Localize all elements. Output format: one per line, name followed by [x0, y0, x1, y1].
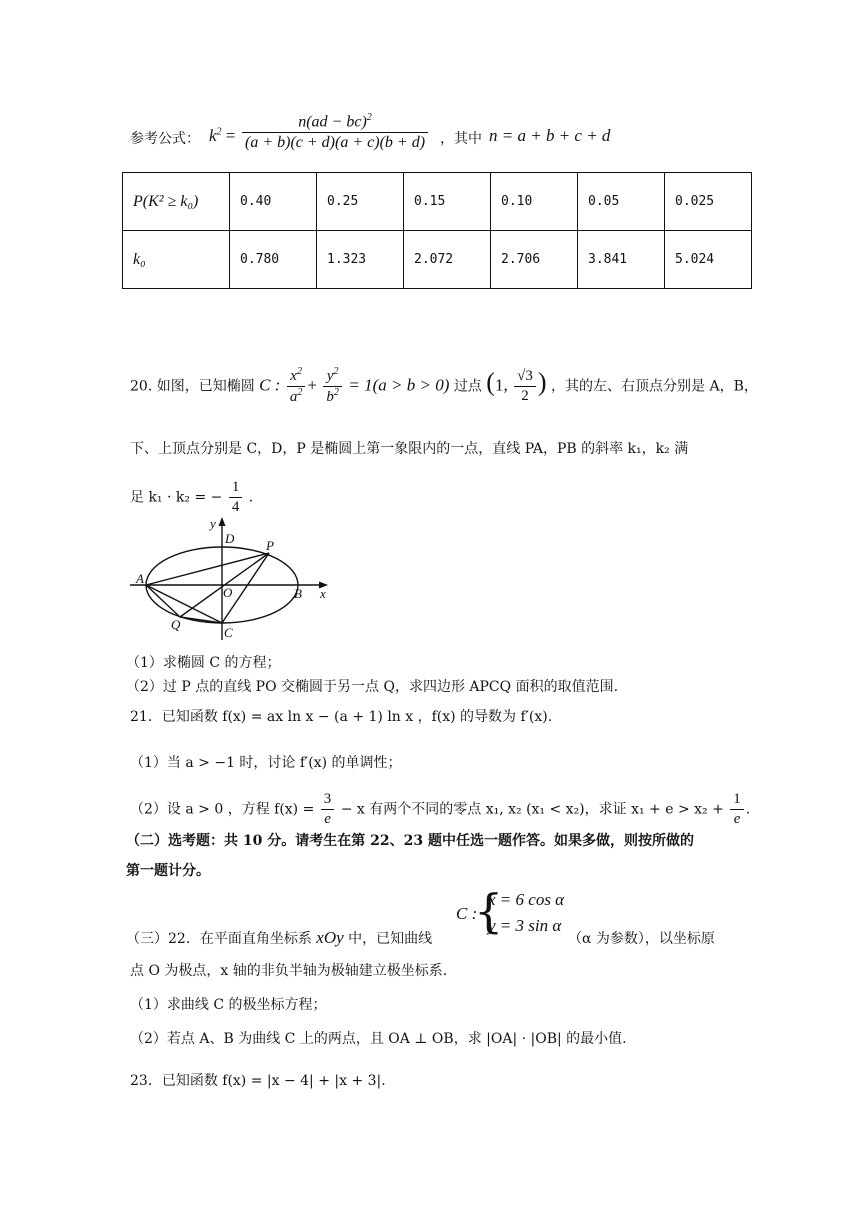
section2-line2: 第一题计分。 [126, 863, 210, 879]
q22-line1: （三）22．在平面直角坐标系 xOy 中，已知曲线 [126, 928, 433, 947]
table-cell: 3.841 [578, 231, 665, 289]
q21-sub1: （1）当 a > −1 时，讨论 f′(x) 的单调性； [130, 755, 402, 771]
formula-fraction: $\frac{n(ad - bc)^2}{(a + b)(c + d)(a + c)(b + d)}$ [240, 112, 430, 153]
segment-aq [146, 585, 180, 617]
label-a: A [136, 571, 144, 586]
label-o: O [223, 585, 233, 600]
table-cell: 2.706 [491, 231, 578, 289]
table-cell: 0.780 [230, 231, 317, 289]
formula-label: 参考公式： [130, 131, 200, 147]
q20-line2: 下、上顶点分别是 C，D，P 是椭圆上第一象限内的一点，直线 PA，PB 的斜率 k₁，k₂ 满 [130, 441, 689, 457]
q22-param: （α 为参数），以坐标原 [568, 931, 715, 947]
label-c: C [224, 625, 233, 640]
q21-stem: 21．已知函数 f(x) = ax ln x − (a + 1) ln x ，f(x) 的导数为 f′(x). [130, 709, 553, 725]
label-d: D [225, 531, 235, 546]
q22-sub1: （1）求曲线 C 的极坐标方程； [130, 997, 327, 1013]
q20-sub1: （1）求椭圆 C 的方程； [126, 655, 281, 671]
formula-lhs: $k^2$ = [209, 126, 236, 145]
table-cell: 5.024 [665, 231, 752, 289]
q21-sub2: （2）设 a > 0 ，方程 f(x) = $\frac{3}{e}$ − x 有两个不同的零点 x₁, x₂ (x₁ < x₂)，求证 x₁ + e > x₂ + $\frac{1}{e}$ . [130, 791, 751, 827]
table-cell: 0.025 [665, 173, 752, 231]
q22-curve-label: C : [456, 904, 478, 923]
label-y: y [210, 516, 216, 531]
y-axis-arrow [219, 517, 226, 526]
label-x: x [320, 586, 326, 601]
formula-n-def: n = a + b + c + d [489, 126, 611, 145]
ellipse-figure [128, 516, 338, 644]
table-cell: 1.323 [317, 231, 404, 289]
table-cell: 0.25 [317, 173, 404, 231]
q20-line1: 20. 如图，已知椭圆 C : $\frac{x^2}{a^2}$ + $\frac{y^2}{b^2}$ = 1(a > b > 0) 过点 (1, $\frac{√3}{2}$ ) ，其的左、右顶点分别是 A，B， [130, 366, 758, 405]
table-cell: 0.05 [578, 173, 665, 231]
table-cell: 0.15 [404, 173, 491, 231]
q22-brace: { [474, 884, 504, 938]
q22-line2: 点 O 为极点，x 轴的非负半轴为极轴建立极坐标系. [130, 963, 448, 979]
q22-sub2: （2）若点 A、B 为曲线 C 上的两点，且 OA ⊥ OB，求 |OA| · |OB| 的最小值. [130, 1031, 627, 1047]
table-header-cell: P(K² ≥ k₀) [123, 173, 230, 231]
q20-line3: 足 k₁ · k₂ = − $\frac{1}{4}$ . [130, 479, 254, 515]
table-cell: 0.40 [230, 173, 317, 231]
q22-eq1: x = 6 cos α [488, 890, 565, 909]
formula-where: ，其中 [440, 131, 482, 147]
label-q: Q [171, 617, 181, 632]
q22-eq2: y = 3 sin α [488, 916, 562, 935]
label-p: P [266, 538, 274, 553]
section2-line1: （二）选考题：共 10 分。请考生在第 22、23 题中任选一题作答。如果多做，则按所做的 [126, 833, 694, 849]
label-b: B [294, 586, 302, 601]
table-cell: 0.10 [491, 173, 578, 231]
table-header-cell: k₀ [123, 231, 230, 289]
table-row [123, 231, 752, 289]
q20-sub2: （2）过 P 点的直线 PO 交椭圆于另一点 Q，求四边形 APCQ 面积的取值范围. [126, 679, 619, 695]
q23-stem: 23．已知函数 f(x) = |x − 4| + |x + 3|. [130, 1073, 386, 1089]
table-cell: 2.072 [404, 231, 491, 289]
critical-value-table [122, 172, 752, 289]
table-row [123, 173, 752, 231]
